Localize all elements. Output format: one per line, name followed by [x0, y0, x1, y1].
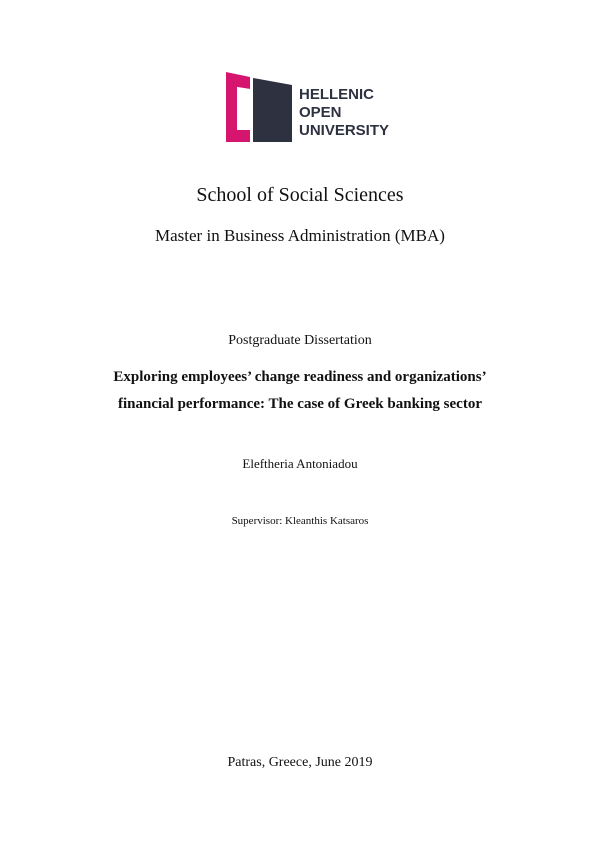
logo-line-3: UNIVERSITY	[299, 122, 390, 139]
logo-wordmark	[299, 86, 389, 140]
dissertation-title-line-2: financial performance: The case of Greek banking sector	[118, 396, 482, 412]
logo-line-2: OPEN	[299, 104, 342, 121]
school-name: School of Social Sciences	[196, 184, 404, 206]
document-type: Postgraduate Dissertation	[228, 333, 372, 348]
dissertation-title-line-1: Exploring employees’ change readiness and organizations’	[113, 369, 487, 385]
university-logo	[226, 72, 406, 144]
hou-emblem-icon	[226, 72, 298, 144]
place-and-date: Patras, Greece, June 2019	[227, 755, 373, 770]
supervisor-name: Supervisor: Kleanthis Katsaros	[231, 515, 369, 527]
program-name: Master in Business Administration (MBA)	[155, 226, 445, 245]
author-name: Eleftheria Antoniadou	[242, 456, 358, 471]
logo-line-1: HELLENIC	[299, 86, 374, 103]
